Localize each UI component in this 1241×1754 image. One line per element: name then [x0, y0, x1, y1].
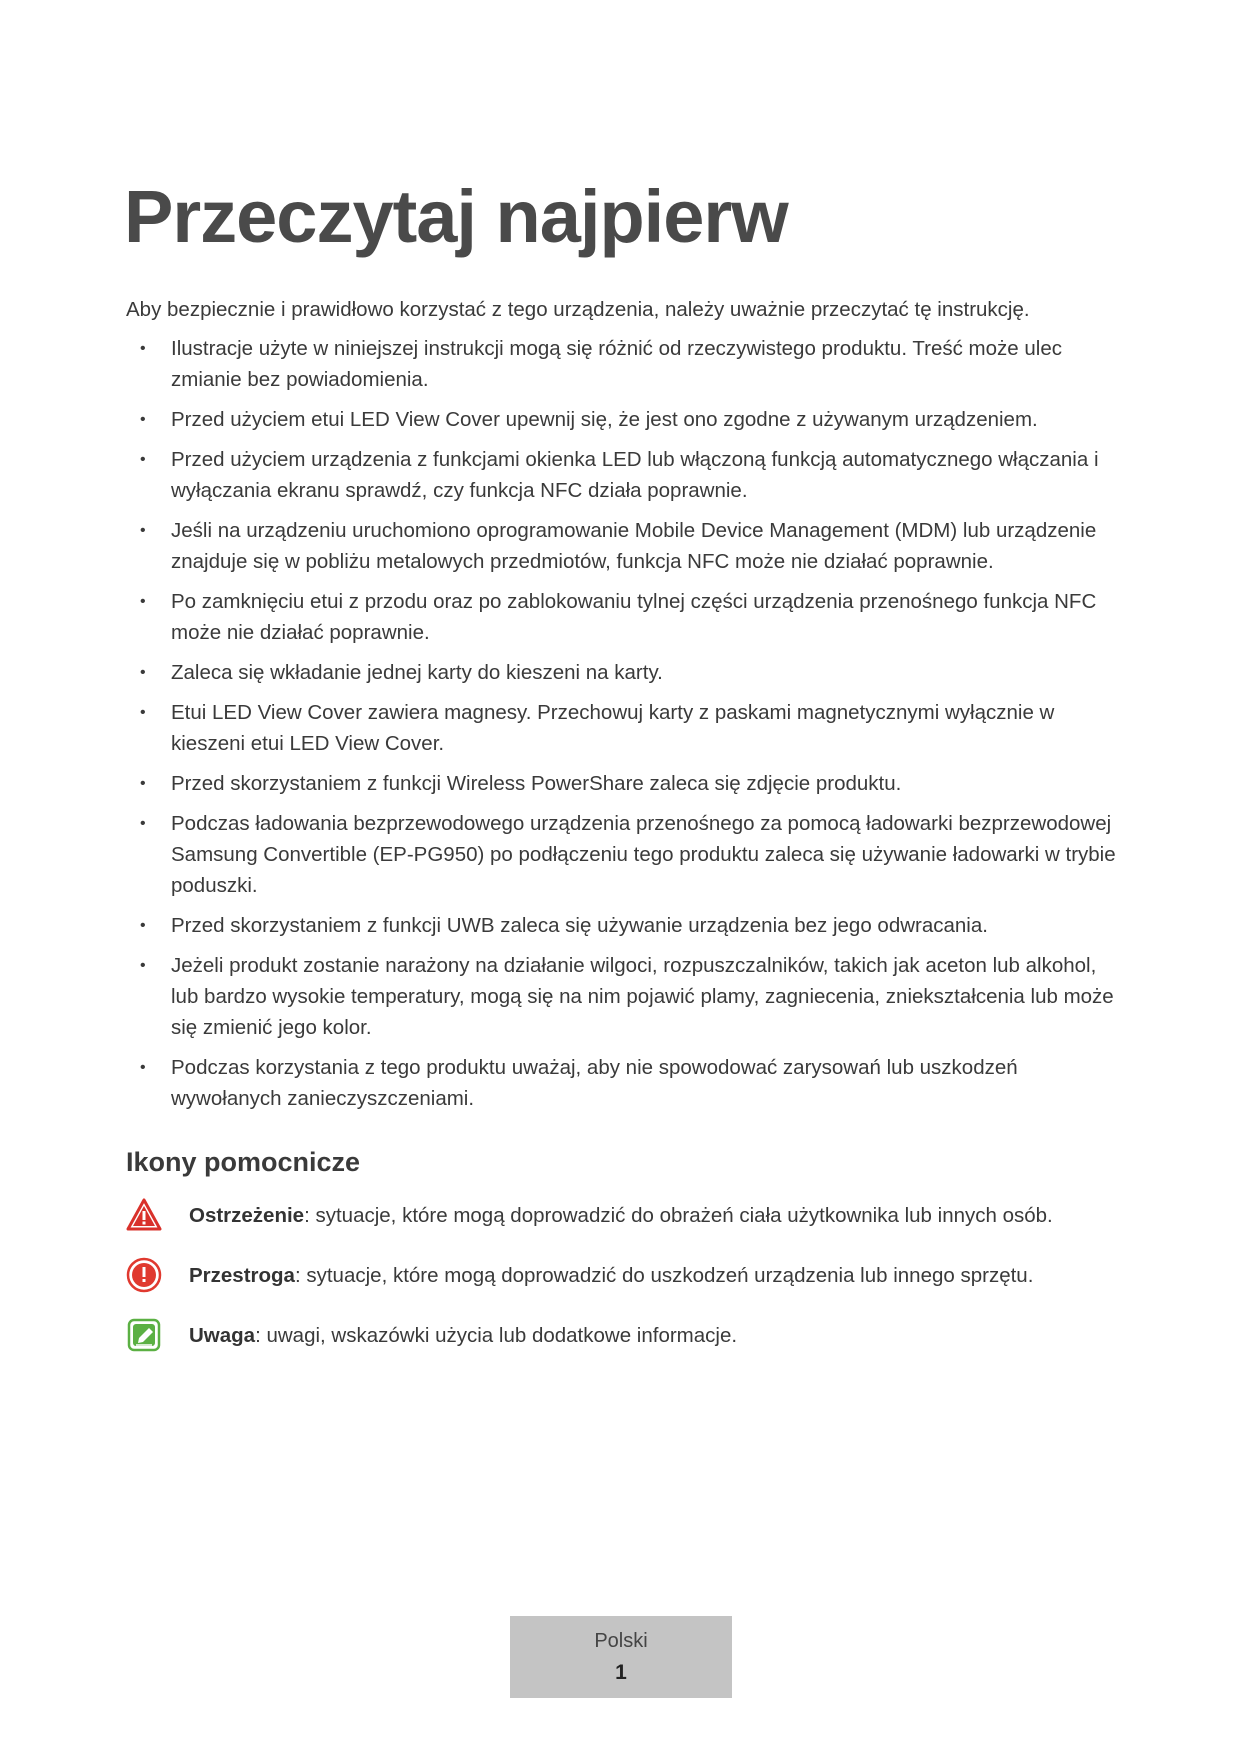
- legend-label: Ostrzeżenie: [189, 1204, 305, 1227]
- bullet-text: Ilustracje użyte w niniejszej instrukcji mogą się różnić od rzeczywistego produktu. Treść może ulec zmianie bez powiadomienia.: [171, 337, 1062, 391]
- bullet-marker: •: [140, 411, 146, 428]
- bullet-item: [126, 586, 1126, 648]
- bullet-marker: •: [140, 340, 146, 357]
- bullet-item: [126, 404, 1126, 435]
- bullet-text: Jeżeli produkt zostanie narażony na działanie wilgoci, rozpuszczalników, takich jak aceton lub alkohol, lub bardzo wysokie temperatury, mogą się na nim pojawić plamy, zagniecenia, zniekształcenia lub może się zmienić jego kolor.: [171, 954, 1114, 1039]
- intro-text: Aby bezpiecznie i prawidłowo korzystać z tego urządzenia, należy uważnie przeczytać tę instrukcję.: [126, 298, 1030, 321]
- bullet-text: Zaleca się wkładanie jednej karty do kieszeni na karty.: [171, 661, 663, 684]
- bullet-item: [126, 768, 1126, 799]
- footer-language: Polski: [594, 1630, 648, 1652]
- page-footer: [510, 1616, 732, 1698]
- bullet-marker: •: [140, 815, 146, 832]
- section-title-icons: Ikony pomocnicze: [126, 1147, 361, 1177]
- page-number: 1: [615, 1661, 627, 1684]
- bullet-marker: •: [140, 593, 146, 610]
- bullet-item: [126, 657, 1126, 688]
- page-title: Przeczytaj najpierw: [124, 175, 788, 258]
- bullet-text: Etui LED View Cover zawiera magnesy. Przechowuj karty z paskami magnetycznymi wyłącznie w kieszeni etui LED View Cover.: [171, 701, 1055, 755]
- legend-item-caution: [126, 1257, 1126, 1297]
- bullet-text: Po zamknięciu etui z przodu oraz po zablokowaniu tylnej części urządzenia przenośnego funkcja NFC może nie działać poprawnie.: [171, 590, 1097, 644]
- bullet-text: Przed skorzystaniem z funkcji UWB zaleca się używanie urządzenia bez jego odwracania.: [171, 914, 988, 937]
- bullet-item: [126, 515, 1126, 577]
- legend-description: : sytuacje, które mogą doprowadzić do uszkodzeń urządzenia lub innego sprzętu.: [294, 1264, 1034, 1287]
- caution-circle-icon: [126, 1257, 162, 1293]
- legend-item-note: [126, 1317, 1126, 1357]
- bullet-marker: •: [140, 957, 146, 974]
- bullet-list: [126, 333, 1126, 1123]
- legend-description: : uwagi, wskazówki użycia lub dodatkowe informacje.: [255, 1324, 738, 1347]
- bullet-item: [126, 808, 1126, 901]
- bullet-text: Przed skorzystaniem z funkcji Wireless PowerShare zaleca się zdjęcie produktu.: [171, 772, 902, 795]
- bullet-text: Przed użyciem etui LED View Cover upewnij się, że jest ono zgodne z używanym urządzeniem.: [171, 408, 1038, 431]
- bullet-item: [126, 444, 1126, 506]
- legend-description: : sytuacje, które mogą doprowadzić do obrażeń ciała użytkownika lub innych osób.: [304, 1204, 1053, 1227]
- bullet-marker: •: [140, 451, 146, 468]
- bullet-item: [126, 1052, 1126, 1114]
- legend-text: [189, 1260, 1033, 1291]
- bullet-item: [126, 697, 1126, 759]
- bullet-marker: •: [140, 917, 146, 934]
- warning-triangle-icon: [126, 1197, 162, 1233]
- legend-label: Uwaga: [189, 1324, 256, 1347]
- note-pencil-icon: [126, 1317, 162, 1353]
- legend-text: [189, 1200, 1053, 1231]
- bullet-text: Podczas korzystania z tego produktu uważaj, aby nie spowodować zarysowań lub uszkodzeń wywołanych zanieczyszczeniami.: [171, 1056, 1018, 1110]
- bullet-text: Podczas ładowania bezprzewodowego urządzenia przenośnego za pomocą ładowarki bezprzewodowej Samsung Convertible (EP-PG950) po podłączeniu tego produktu zaleca się używanie ładowarki w trybie poduszki.: [171, 812, 1116, 897]
- bullet-text: Jeśli na urządzeniu uruchomiono oprogramowanie Mobile Device Management (MDM) lub urządzenie znajduje się w pobliżu metalowych przedmiotów, funkcja NFC może nie działać poprawnie.: [171, 519, 1097, 573]
- bullet-item: [126, 910, 1126, 941]
- bullet-marker: •: [140, 704, 146, 721]
- legend-label: Przestroga: [189, 1264, 295, 1287]
- bullet-marker: •: [140, 1059, 146, 1076]
- legend-text: [189, 1320, 737, 1351]
- bullet-text: Przed użyciem urządzenia z funkcjami okienka LED lub włączoną funkcją automatycznego włączania i wyłączania ekranu sprawdź, czy funkcja NFC działa poprawnie.: [171, 448, 1099, 502]
- bullet-marker: •: [140, 664, 146, 681]
- bullet-item: [126, 333, 1126, 395]
- bullet-item: [126, 950, 1126, 1043]
- bullet-marker: •: [140, 522, 146, 539]
- legend-item-warning: [126, 1197, 1126, 1237]
- bullet-marker: •: [140, 775, 146, 792]
